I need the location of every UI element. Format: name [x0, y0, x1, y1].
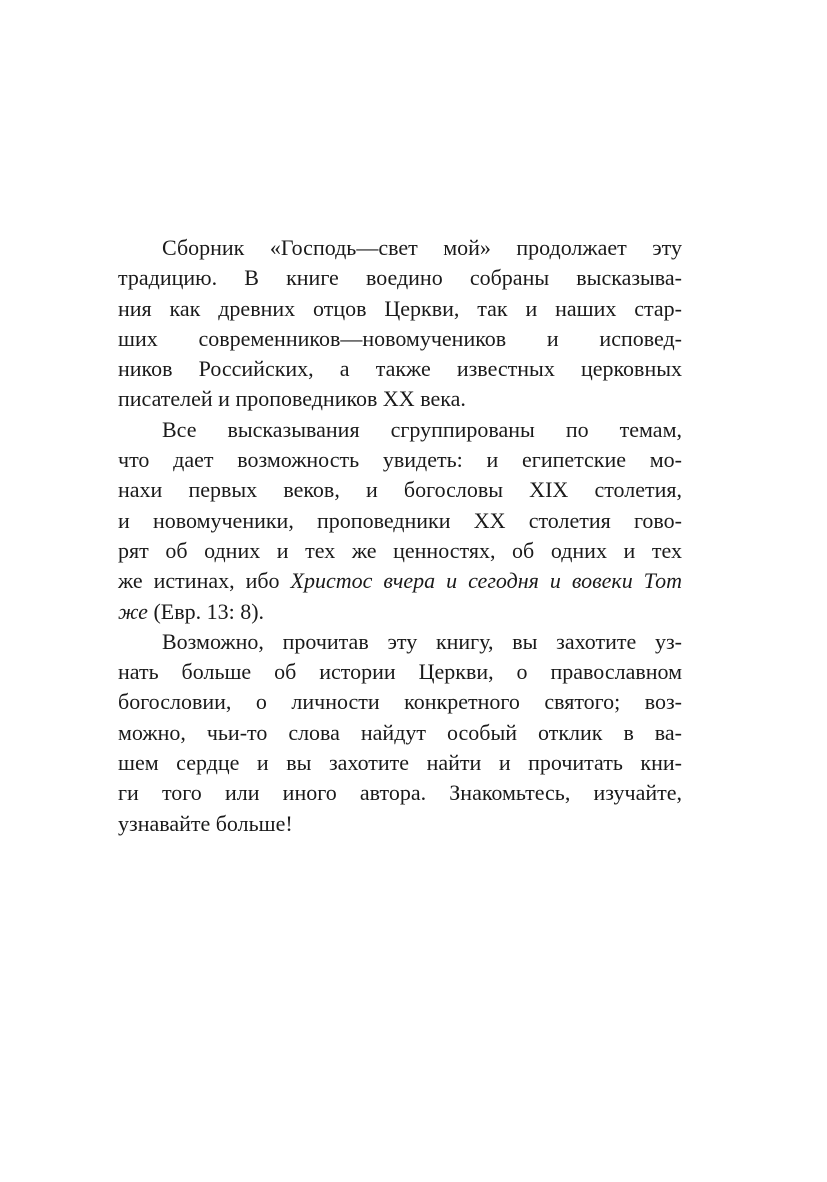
text-line: Сборник «Господь—свет мой» продолжает эту [162, 235, 682, 260]
text-line [118, 566, 682, 596]
text-line: что дает возможность увидеть: и египетские мо- [118, 447, 682, 473]
text-line [118, 597, 682, 627]
paragraph-1 [118, 233, 682, 415]
text-line: ния как древних отцов Церкви, так и наших стар- [118, 295, 682, 321]
text-line: шем сердце и вы захотите найти и прочитать кни- [118, 750, 682, 776]
text-line: Все высказывания сгруппированы по темам, [162, 416, 682, 442]
text-line: можно, чьи-то слова найдут особый отклик в ва- [118, 719, 682, 745]
text-line: ги того или иного автора. Знакомьтесь, изучайте, [118, 780, 682, 806]
text-line: рят об одних и тех же ценностях, об одних и тех [118, 537, 682, 563]
text-run: же истинах, ибо [118, 568, 291, 594]
paragraph-2 [118, 415, 682, 627]
text-line: нахи первых веков, и богословы XIX столетия, [118, 477, 682, 503]
scripture-quote-end: же [118, 598, 148, 624]
scripture-quote: Христос вчера и сегодня и вовеки Тот [290, 568, 682, 594]
text-line: и новомученики, проповедники XX столетия гово- [118, 507, 682, 533]
body-text [118, 233, 682, 839]
paragraph-3 [118, 627, 682, 839]
scripture-reference: (Евр. 13: 8). [147, 598, 265, 624]
text-line: традицию. В книге воедино собраны высказыва- [118, 265, 682, 291]
text-line: Возможно, прочитав эту книгу, вы захотите уз- [162, 628, 682, 654]
text-line: узнавайте больше! [118, 810, 293, 836]
text-line: ших современников—новомучеников и исповед- [118, 325, 682, 351]
text-line: ников Российских, а также известных церковных [118, 356, 682, 382]
text-line: богословии, о личности конкретного святого; воз- [118, 689, 682, 715]
text-line: писателей и проповедников XX века. [118, 386, 466, 412]
text-line: нать больше об истории Церкви, о православном [118, 659, 682, 685]
